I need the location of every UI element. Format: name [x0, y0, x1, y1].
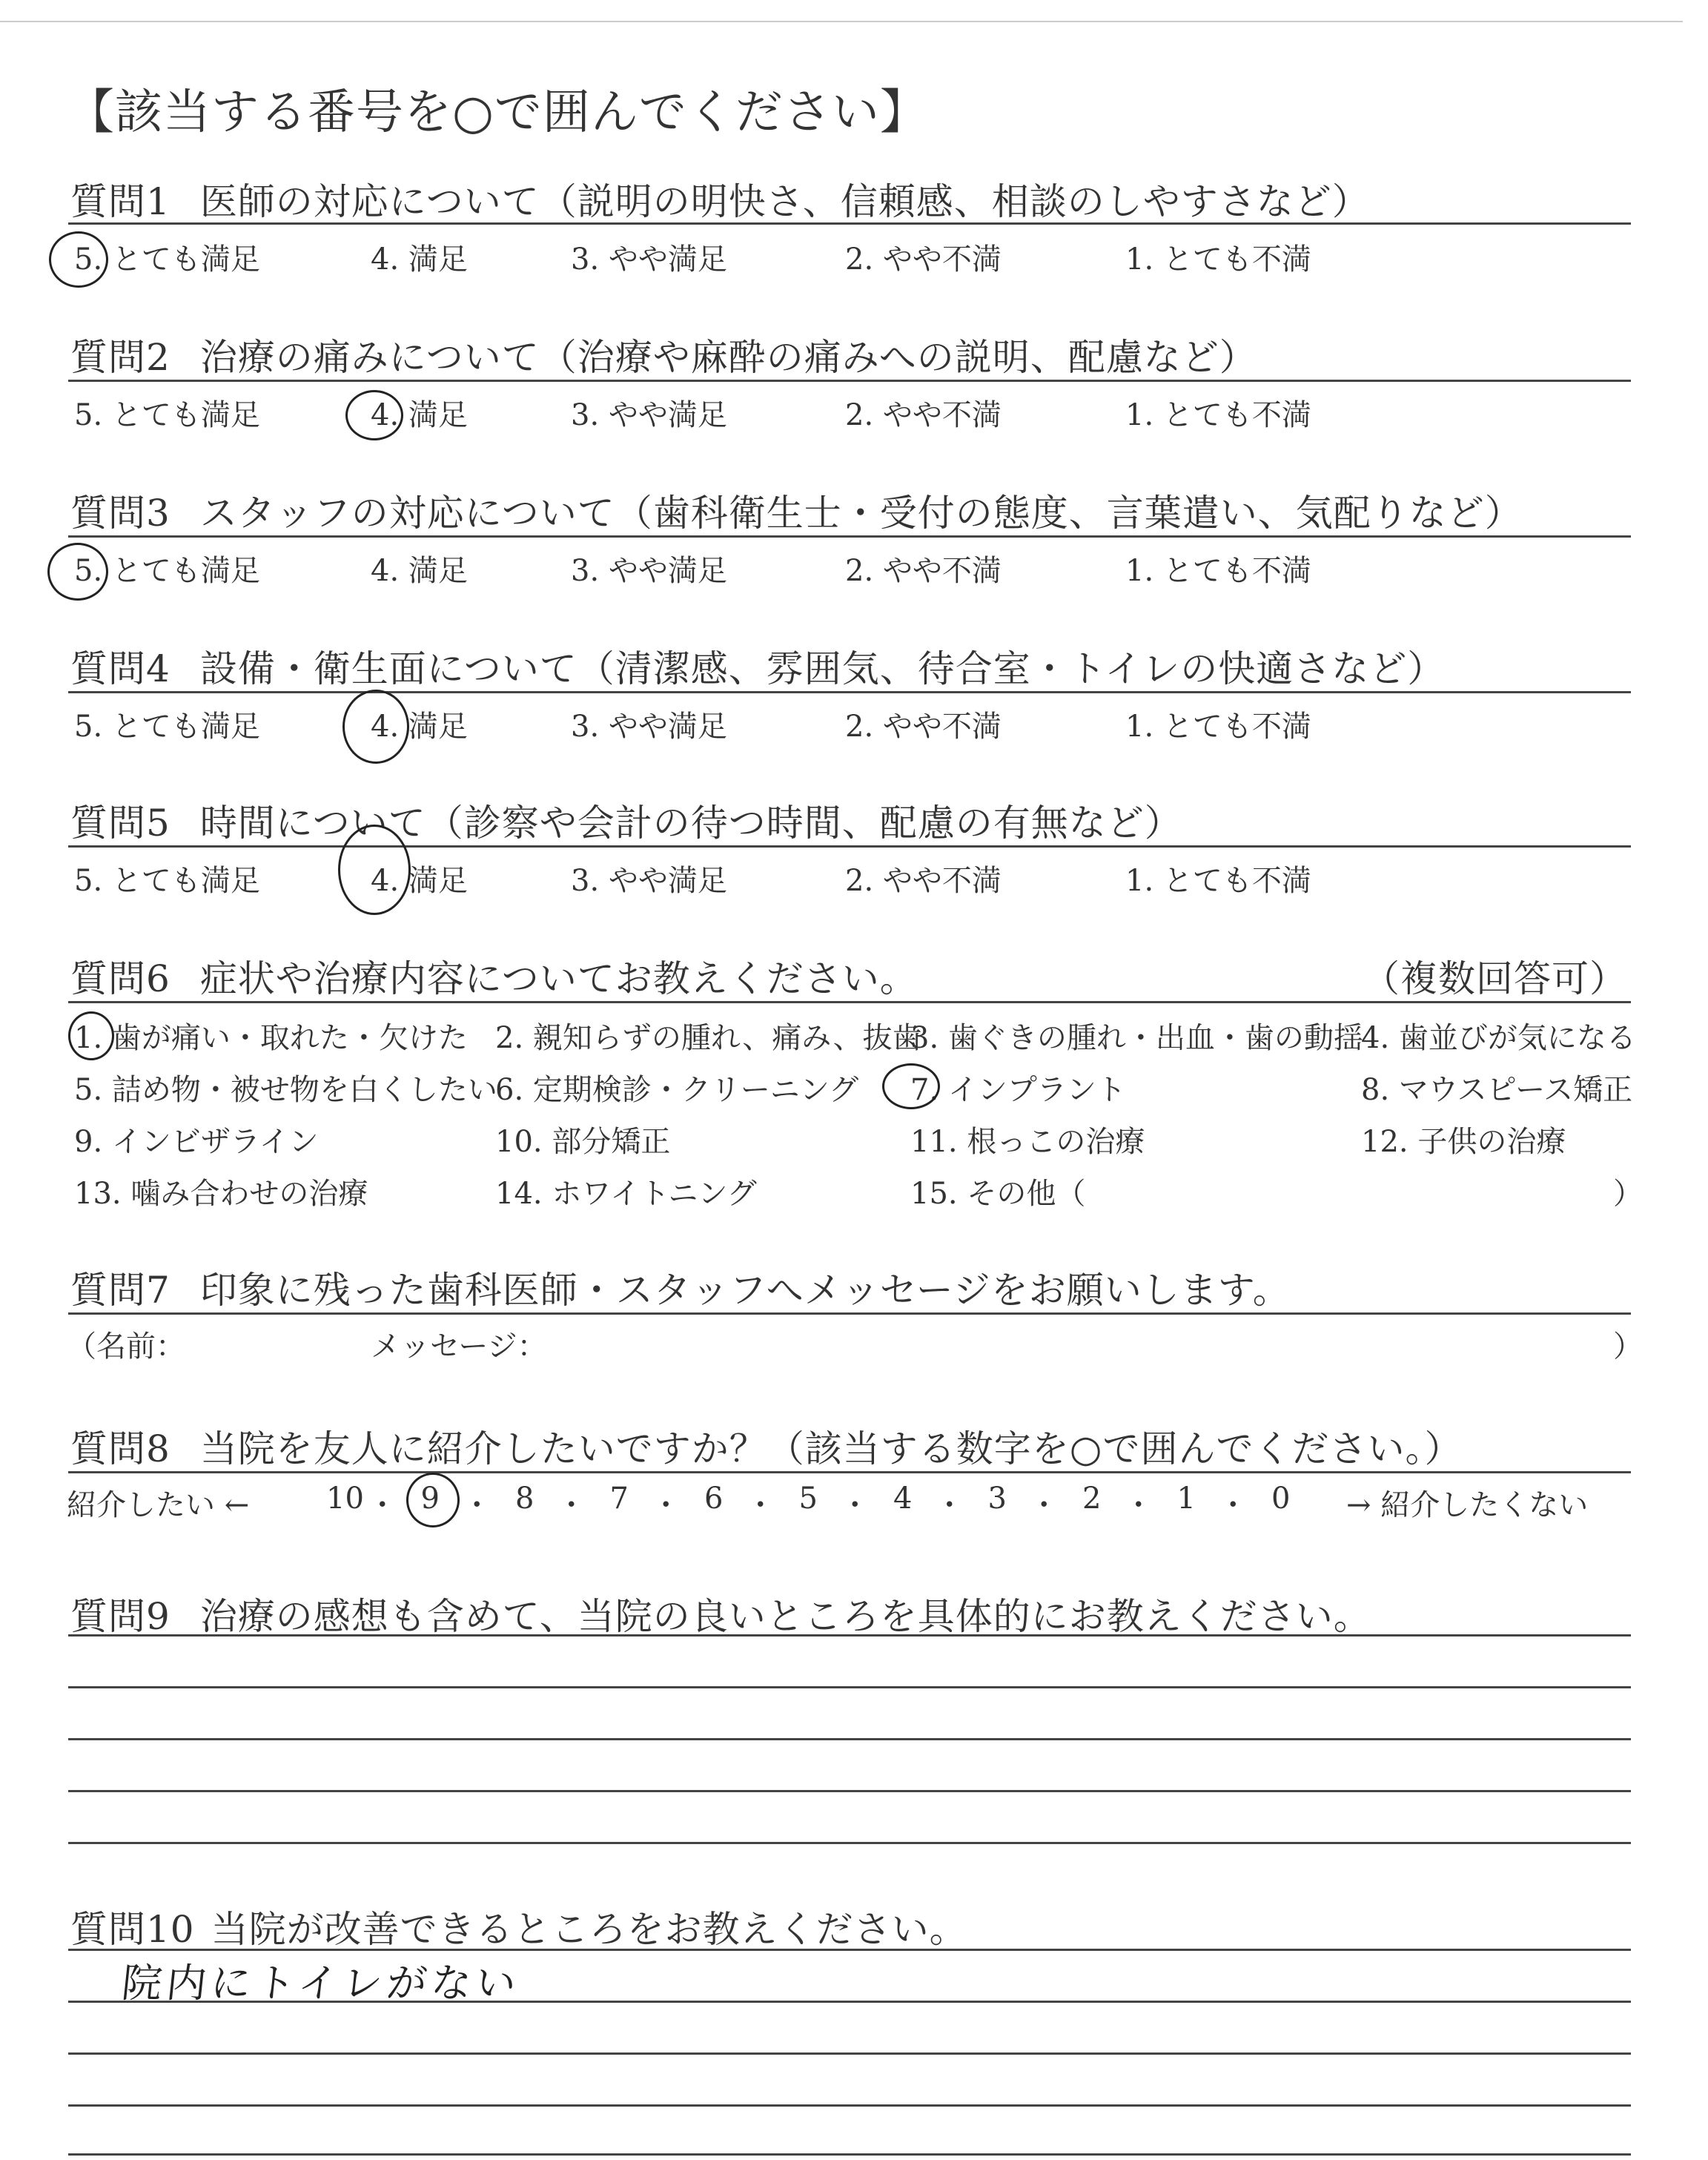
q6-item-2[interactable]: 2. 親知らずの腫れ、痛み、抜歯 [495, 1021, 922, 1055]
q10-answer-line[interactable] [68, 2001, 1631, 2003]
q10-heading [70, 1900, 967, 1953]
q3-opt-2[interactable]: 2. やや不満 [845, 554, 1002, 588]
q6-multiple-note: （複数回答可） [1363, 957, 1627, 1000]
q8-scale-separator: ・ [745, 1488, 775, 1522]
q8-scale-separator: ・ [556, 1488, 586, 1522]
q4-opt-3[interactable]: 3. やや満足 [571, 710, 727, 744]
q1-opt-3[interactable]: 3. やや満足 [571, 242, 727, 277]
q7-label: 質問7 [70, 1269, 171, 1312]
q9-answer-line[interactable] [68, 1738, 1631, 1740]
q6-item-3[interactable]: 3. 歯ぐきの腫れ・出血・歯の動揺 [910, 1021, 1363, 1055]
q5-answer-circle [338, 825, 411, 915]
q6-item-11[interactable]: 11. 根っこの治療 [910, 1125, 1145, 1159]
q3-opt-3[interactable]: 3. やや満足 [571, 554, 727, 588]
q8-text: 当院を友人に紹介したいですか？（該当する数字を○で囲んでください。） [199, 1427, 1463, 1470]
q8-scale-2[interactable]: 2 [1082, 1482, 1102, 1516]
q8-scale-separator: ・ [462, 1488, 492, 1522]
q9-answer-line[interactable] [68, 1842, 1631, 1844]
q8-scale-7[interactable]: 7 [609, 1482, 629, 1516]
q4-heading [70, 639, 1445, 693]
q8-selected-circle [406, 1473, 460, 1527]
q1-heading [70, 172, 1370, 225]
q6-item-14[interactable]: 14. ホワイトニング [495, 1177, 757, 1211]
q7-text: 印象に残った歯科医師・スタッフへメッセージをお願いします。 [199, 1269, 1291, 1312]
q6-item-5[interactable]: 5. 詰め物・被せ物を白くしたい [74, 1073, 497, 1107]
q5-label: 質問5 [70, 802, 171, 845]
q2-opt-3[interactable]: 3. やや満足 [571, 398, 727, 432]
q8-scale-9[interactable]: 9 [420, 1482, 440, 1516]
q2-opt-4[interactable]: 4. 満足 [371, 398, 468, 432]
q8-scale-separator: ・ [1029, 1488, 1059, 1522]
q8-scale-4[interactable]: 4 [893, 1482, 913, 1516]
q5-opt-5[interactable]: 5. とても満足 [74, 864, 260, 898]
q3-opt-5[interactable]: 5. とても満足 [74, 554, 260, 588]
q1-text: 医師の対応について（説明の明快さ、信頼感、相談のしやすさなど） [199, 180, 1370, 223]
q1-answer-circle [49, 231, 108, 288]
q6-item-1[interactable]: 1. 歯が痛い・取れた・欠けた [74, 1021, 468, 1055]
q7-name-label: （名前： [67, 1330, 185, 1364]
q8-scale-separator: ・ [1123, 1488, 1153, 1522]
q6-heading [70, 949, 918, 1003]
q5-rule [68, 845, 1631, 848]
q9-label: 質問9 [70, 1595, 171, 1638]
q10-handwritten-answer: 院内にトイレがない [119, 1960, 523, 2007]
q8-scale-separator: ・ [1218, 1488, 1248, 1522]
q3-heading [70, 483, 1523, 537]
q6-item-12[interactable]: 12. 子供の治療 [1361, 1125, 1566, 1159]
q6-item-13[interactable]: 13. 噛み合わせの治療 [74, 1177, 368, 1211]
q1-opt-4[interactable]: 4. 満足 [371, 242, 468, 277]
q6-item-4[interactable]: 4. 歯並びが気になる [1361, 1021, 1636, 1055]
q5-opt-4[interactable]: 4. 満足 [371, 864, 468, 898]
q7-close: ） [1613, 1330, 1643, 1364]
q3-label: 質問3 [70, 492, 171, 535]
q8-scale-separator: ・ [367, 1488, 397, 1522]
q8-scale-5[interactable]: 5 [798, 1482, 818, 1516]
q10-answer-line[interactable] [68, 1949, 1631, 1951]
q4-answer-circle [342, 690, 409, 764]
q7-message-label: メッセージ： [371, 1330, 547, 1364]
q6-label: 質問6 [70, 957, 171, 1000]
q8-scale-0[interactable]: 0 [1271, 1482, 1291, 1516]
scan-top-edge [0, 21, 1683, 22]
q8-left-label: 紹介したい ← [67, 1488, 250, 1522]
q5-opt-1[interactable]: 1. とても不満 [1125, 864, 1311, 898]
q8-right-label: → 紹介したくない [1346, 1488, 1589, 1522]
q8-scale-8[interactable]: 8 [515, 1482, 534, 1516]
q3-opt-4[interactable]: 4. 満足 [371, 554, 468, 588]
q2-answer-circle [345, 390, 403, 440]
q6-item-9[interactable]: 9. インビザライン [74, 1125, 319, 1159]
q1-label: 質問1 [70, 180, 171, 223]
q3-rule [68, 535, 1631, 538]
q2-heading [70, 328, 1257, 381]
q6-item-8[interactable]: 8. マウスピース矯正 [1361, 1073, 1633, 1107]
q8-scale-separator: ・ [651, 1488, 681, 1522]
q6-item-15[interactable]: 15. その他（ [910, 1177, 1086, 1211]
q5-opt-3[interactable]: 3. やや満足 [571, 864, 727, 898]
q8-scale-10[interactable]: 10 [326, 1482, 364, 1516]
q10-answer-line[interactable] [68, 2104, 1631, 2107]
q4-rule [68, 691, 1631, 693]
q6-text: 症状や治療内容についてお教えください。 [199, 957, 918, 1000]
q8-heading [70, 1419, 1462, 1473]
q2-opt-1[interactable]: 1. とても不満 [1125, 398, 1311, 432]
q4-opt-5[interactable]: 5. とても満足 [74, 710, 260, 744]
q2-rule [68, 380, 1631, 382]
q6-item-10[interactable]: 10. 部分矯正 [495, 1125, 671, 1159]
q9-answer-line[interactable] [68, 1686, 1631, 1688]
q1-opt-5[interactable]: 5. とても満足 [74, 242, 260, 277]
q8-scale-6[interactable]: 6 [704, 1482, 724, 1516]
q6-item-7[interactable]: 7. インプラント [910, 1073, 1126, 1107]
q2-label: 質問2 [70, 336, 171, 379]
q5-opt-2[interactable]: 2. やや不満 [845, 864, 1002, 898]
q6-item-7-circle [882, 1063, 940, 1109]
q8-scale-1[interactable]: 1 [1176, 1482, 1196, 1516]
q5-text: 時間について（診察や会計の待つ時間、配慮の有無など） [199, 802, 1182, 845]
q10-label: 質問10 [70, 1908, 195, 1951]
q4-text: 設備・衛生面について（清潔感、雰囲気、待合室・トイレの快適さなど） [199, 647, 1446, 690]
q1-rule [68, 222, 1631, 225]
q5-heading [70, 793, 1182, 847]
q4-label: 質問4 [70, 647, 171, 690]
q4-opt-1[interactable]: 1. とても不満 [1125, 710, 1311, 744]
q9-answer-line[interactable] [68, 1790, 1631, 1792]
q7-rule [68, 1312, 1631, 1315]
q6-rule [68, 1001, 1631, 1003]
q3-text: スタッフの対応について（歯科衛生士・受付の態度、言葉遣い、気配りなど） [199, 492, 1523, 535]
q10-answer-line[interactable] [68, 2052, 1631, 2055]
q2-opt-2[interactable]: 2. やや不満 [845, 398, 1002, 432]
q8-scale-separator: ・ [840, 1488, 870, 1522]
q2-opt-5[interactable]: 5. とても満足 [74, 398, 260, 432]
q9-text: 治療の感想も含めて、当院の良いところを具体的にお教えください。 [199, 1595, 1371, 1638]
q6-item-1-circle [68, 1011, 114, 1060]
page-title: 【該当する番号を○で囲んでください】 [67, 85, 928, 140]
q10-answer-line[interactable] [68, 2153, 1631, 2156]
q8-scale-3[interactable]: 3 [987, 1482, 1007, 1516]
q2-text: 治療の痛みについて（治療や麻酔の痛みへの説明、配慮など） [199, 336, 1257, 379]
q1-opt-2[interactable]: 2. やや不満 [845, 242, 1002, 277]
q6-item-6[interactable]: 6. 定期検診・クリーニング [495, 1073, 859, 1107]
q3-answer-circle [47, 543, 108, 601]
q6-item-15-close: ） [1613, 1177, 1643, 1211]
q8-rule [68, 1471, 1631, 1473]
q7-heading [70, 1261, 1291, 1314]
q4-opt-2[interactable]: 2. やや不満 [845, 710, 1002, 744]
q8-label: 質問8 [70, 1427, 171, 1470]
q9-heading [70, 1587, 1371, 1640]
q3-opt-1[interactable]: 1. とても不満 [1125, 554, 1311, 588]
q9-answer-line[interactable] [68, 1634, 1631, 1636]
q8-scale-separator: ・ [934, 1488, 964, 1522]
q1-opt-1[interactable]: 1. とても不満 [1125, 242, 1311, 277]
q10-text: 当院が改善できるところをお教えください。 [211, 1908, 967, 1951]
q4-opt-4[interactable]: 4. 満足 [371, 710, 468, 744]
